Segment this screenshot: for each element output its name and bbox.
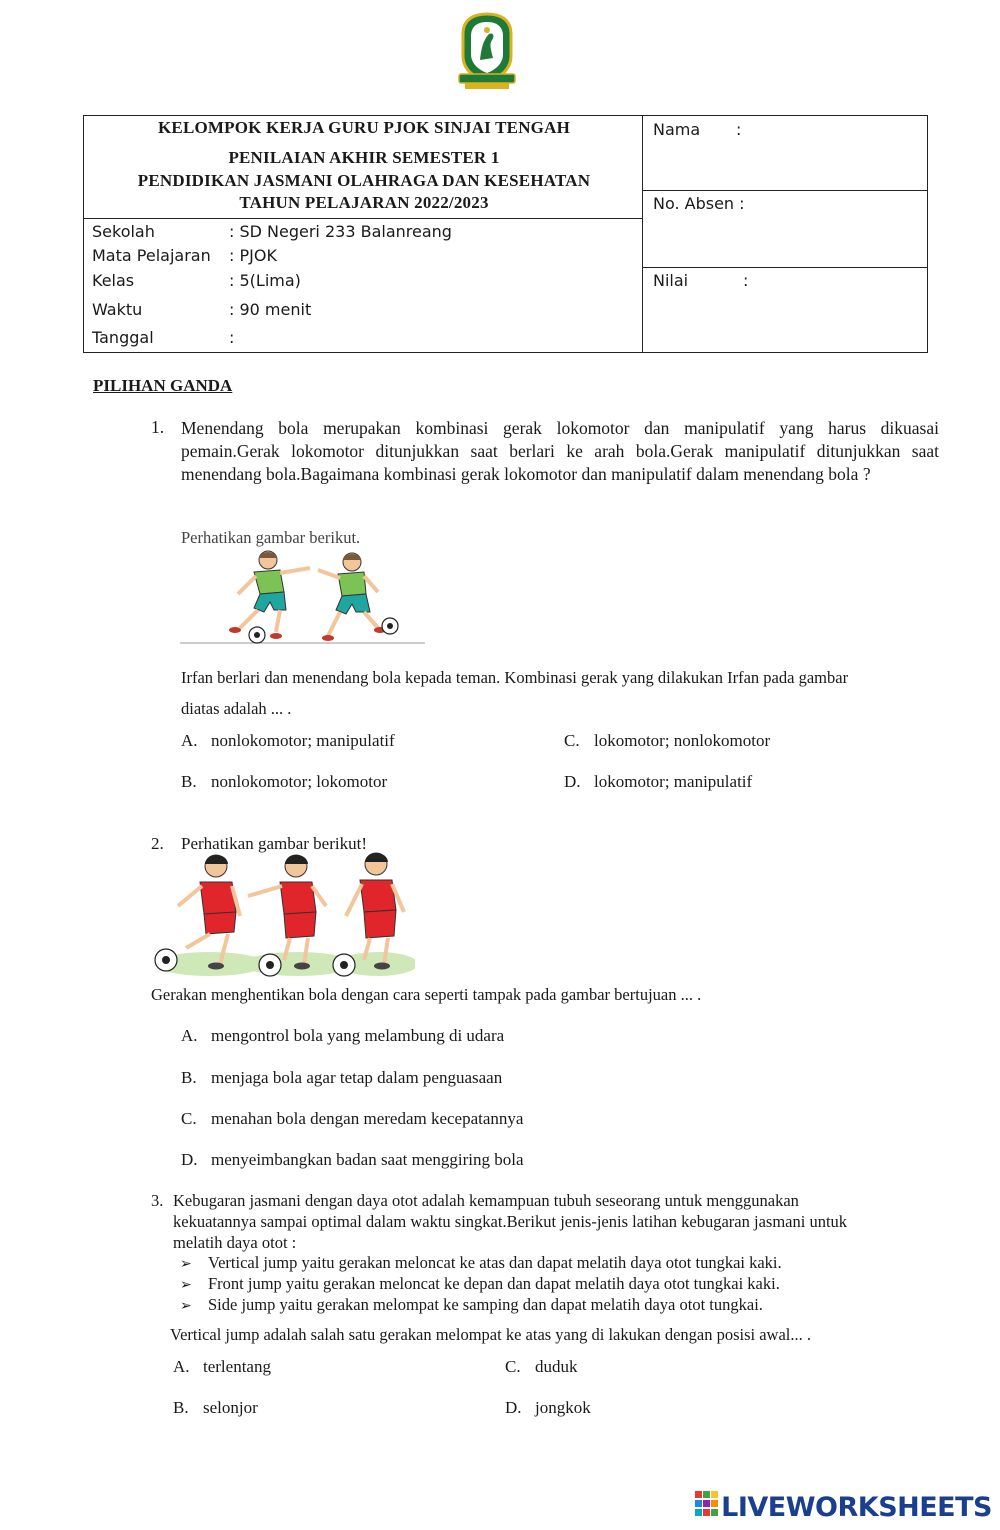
option-key: B. xyxy=(181,1068,197,1087)
q2-prompt: Gerakan menghentikan bola dengan cara seperti tampak pada gambar bertujuan ... . xyxy=(151,985,702,1004)
watermark-text: LIVEWORKSHEETS xyxy=(721,1492,992,1523)
q2-number: 2. xyxy=(151,834,164,853)
option-key: D. xyxy=(181,1150,198,1169)
score-colon: : xyxy=(743,271,749,290)
score-label-text: Nilai xyxy=(653,271,689,290)
q1-text: Menendang bola merupakan kombinasi gerak lokomotor dan manipulatif yang harus dikuasai pemain.Gerak lokomotor ditunjukkan saat berlari ke arah bola.Gerak manipulatif ditunjukkan saat menendang bola.Bagaimana kombinasi gerak lokomotor dan manipulatif dalam menendang bola ? xyxy=(181,418,939,484)
q3-text-line1: Kebugaran jasmani dengan daya otot adalah kemampuan tubuh seseorang untuk menggunakan xyxy=(173,1191,799,1210)
option-text: selonjor xyxy=(203,1398,258,1417)
info-label: Waktu xyxy=(92,300,143,319)
q2-option-d[interactable] xyxy=(181,1150,524,1170)
info-value: : 90 menit xyxy=(229,300,312,319)
info-label: Kelas xyxy=(92,271,135,290)
info-school xyxy=(92,222,452,241)
q2-option-c[interactable] xyxy=(181,1109,523,1129)
option-key: A. xyxy=(173,1357,190,1376)
q1-number: 1. xyxy=(151,417,165,437)
arrow-bullet-icon: ➢ xyxy=(180,1256,192,1272)
q2-option-a[interactable] xyxy=(181,1026,504,1046)
option-text: lokomotor; nonlokomotor xyxy=(594,731,771,750)
q1-option-d[interactable] xyxy=(564,772,752,792)
section-title: PILIHAN GANDA xyxy=(93,376,233,395)
q1-prompt-line1: Irfan berlari dan menendang bola kepada teman. Kombinasi gerak yang dilakukan Irfan pada gambar xyxy=(181,668,849,687)
q1-option-a[interactable] xyxy=(181,731,395,751)
info-label: Sekolah xyxy=(92,222,155,241)
option-text: menjaga bola agar tetap dalam penguasaan xyxy=(211,1068,503,1087)
school-emblem-logo xyxy=(455,10,519,90)
info-value: : PJOK xyxy=(229,246,277,265)
q1-instruction: Perhatikan gambar berikut. xyxy=(181,528,361,547)
q1-prompt-line2: diatas adalah ... . xyxy=(181,699,292,718)
absen-field-label: No. Absen : xyxy=(653,194,745,213)
option-key: C. xyxy=(505,1357,521,1376)
info-value: : 5(Lima) xyxy=(229,271,301,290)
info-label: Mata Pelajaran xyxy=(92,246,211,265)
option-text: nonlokomotor; manipulatif xyxy=(211,731,395,750)
header-exam-title: PENILAIAN AKHIR SEMESTER 1 xyxy=(228,148,500,167)
q3-bullet-vertical-jump xyxy=(180,1253,782,1273)
q3-prompt: Vertical jump adalah salah satu gerakan melompat ke atas yang di lakukan dengan posisi awal... . xyxy=(170,1325,812,1344)
info-date xyxy=(92,328,234,347)
header-kkg-title: KELOMPOK KERJA GURU PJOK SINJAI TENGAH xyxy=(157,118,571,137)
q1-option-b[interactable] xyxy=(181,772,387,792)
option-key: B. xyxy=(173,1398,189,1417)
header-year-title: TAHUN PELAJARAN 2022/2023 xyxy=(239,193,489,212)
name-field-label xyxy=(653,120,742,139)
q3-bullet-front-jump xyxy=(180,1274,780,1294)
q3-option-c[interactable] xyxy=(505,1357,578,1377)
option-text: jongkok xyxy=(535,1398,591,1417)
option-key: D. xyxy=(505,1398,522,1417)
info-time xyxy=(92,300,311,319)
q2-instruction: Perhatikan gambar berikut! xyxy=(181,834,367,853)
q3-number: 3. xyxy=(151,1191,164,1210)
q3-text-line3: melatih daya otot : xyxy=(173,1233,297,1252)
liveworksheets-watermark[interactable] xyxy=(695,1491,992,1524)
option-text: duduk xyxy=(535,1357,578,1376)
option-key: A. xyxy=(181,1026,198,1045)
score-field-label xyxy=(653,271,749,290)
option-text: mengontrol bola yang melambung di udara xyxy=(211,1026,505,1045)
info-value: : xyxy=(229,328,235,347)
q3-option-b[interactable] xyxy=(173,1398,258,1418)
header-table xyxy=(83,115,928,353)
bullet-text: Side jump yaitu gerakan melompat ke samping dan dapat melatih daya otot tungkai. xyxy=(208,1295,763,1314)
q3-option-d[interactable] xyxy=(505,1398,591,1418)
arrow-bullet-icon: ➢ xyxy=(180,1298,192,1314)
option-text: menyeimbangkan badan saat menggiring bola xyxy=(211,1150,524,1169)
header-subject-title: PENDIDIKAN JASMANI OLAHRAGA DAN KESEHATAN xyxy=(137,171,591,190)
q3-bullet-side-jump xyxy=(180,1295,763,1315)
info-value: : SD Negeri 233 Balanreang xyxy=(229,222,452,241)
option-text: terlentang xyxy=(203,1357,271,1376)
option-text: lokomotor; manipulatif xyxy=(594,772,753,791)
q1-option-c[interactable] xyxy=(564,731,770,751)
option-key: C. xyxy=(181,1109,197,1128)
info-subject xyxy=(92,246,277,265)
option-text: nonlokomotor; lokomotor xyxy=(211,772,388,791)
info-class xyxy=(92,271,301,290)
q1-kicking-illustration xyxy=(180,548,430,646)
option-key: B. xyxy=(181,772,197,791)
option-key: A. xyxy=(181,731,198,750)
option-key: D. xyxy=(564,772,581,791)
q2-option-b[interactable] xyxy=(181,1068,502,1088)
name-label-text: Nama xyxy=(653,120,701,139)
name-colon: : xyxy=(736,120,742,139)
q3-option-a[interactable] xyxy=(173,1357,271,1377)
bullet-text: Vertical jump yaitu gerakan meloncat ke atas dan dapat melatih daya otot tungkai kaki. xyxy=(208,1253,782,1272)
liveworksheets-logo-icon xyxy=(695,1491,719,1524)
q3-text-line2: kekuatannya sampai optimal dalam waktu singkat.Berikut jenis-jenis latihan kebugaran jasmani untuk xyxy=(173,1212,848,1231)
option-key: C. xyxy=(564,731,580,750)
arrow-bullet-icon: ➢ xyxy=(180,1277,192,1293)
option-text: menahan bola dengan meredam kecepatannya xyxy=(211,1109,524,1128)
bullet-text: Front jump yaitu gerakan meloncat ke depan dan dapat melatih daya otot tungkai kaki. xyxy=(208,1274,780,1293)
info-label: Tanggal xyxy=(92,328,154,347)
q2-ball-control-illustration xyxy=(150,852,415,980)
